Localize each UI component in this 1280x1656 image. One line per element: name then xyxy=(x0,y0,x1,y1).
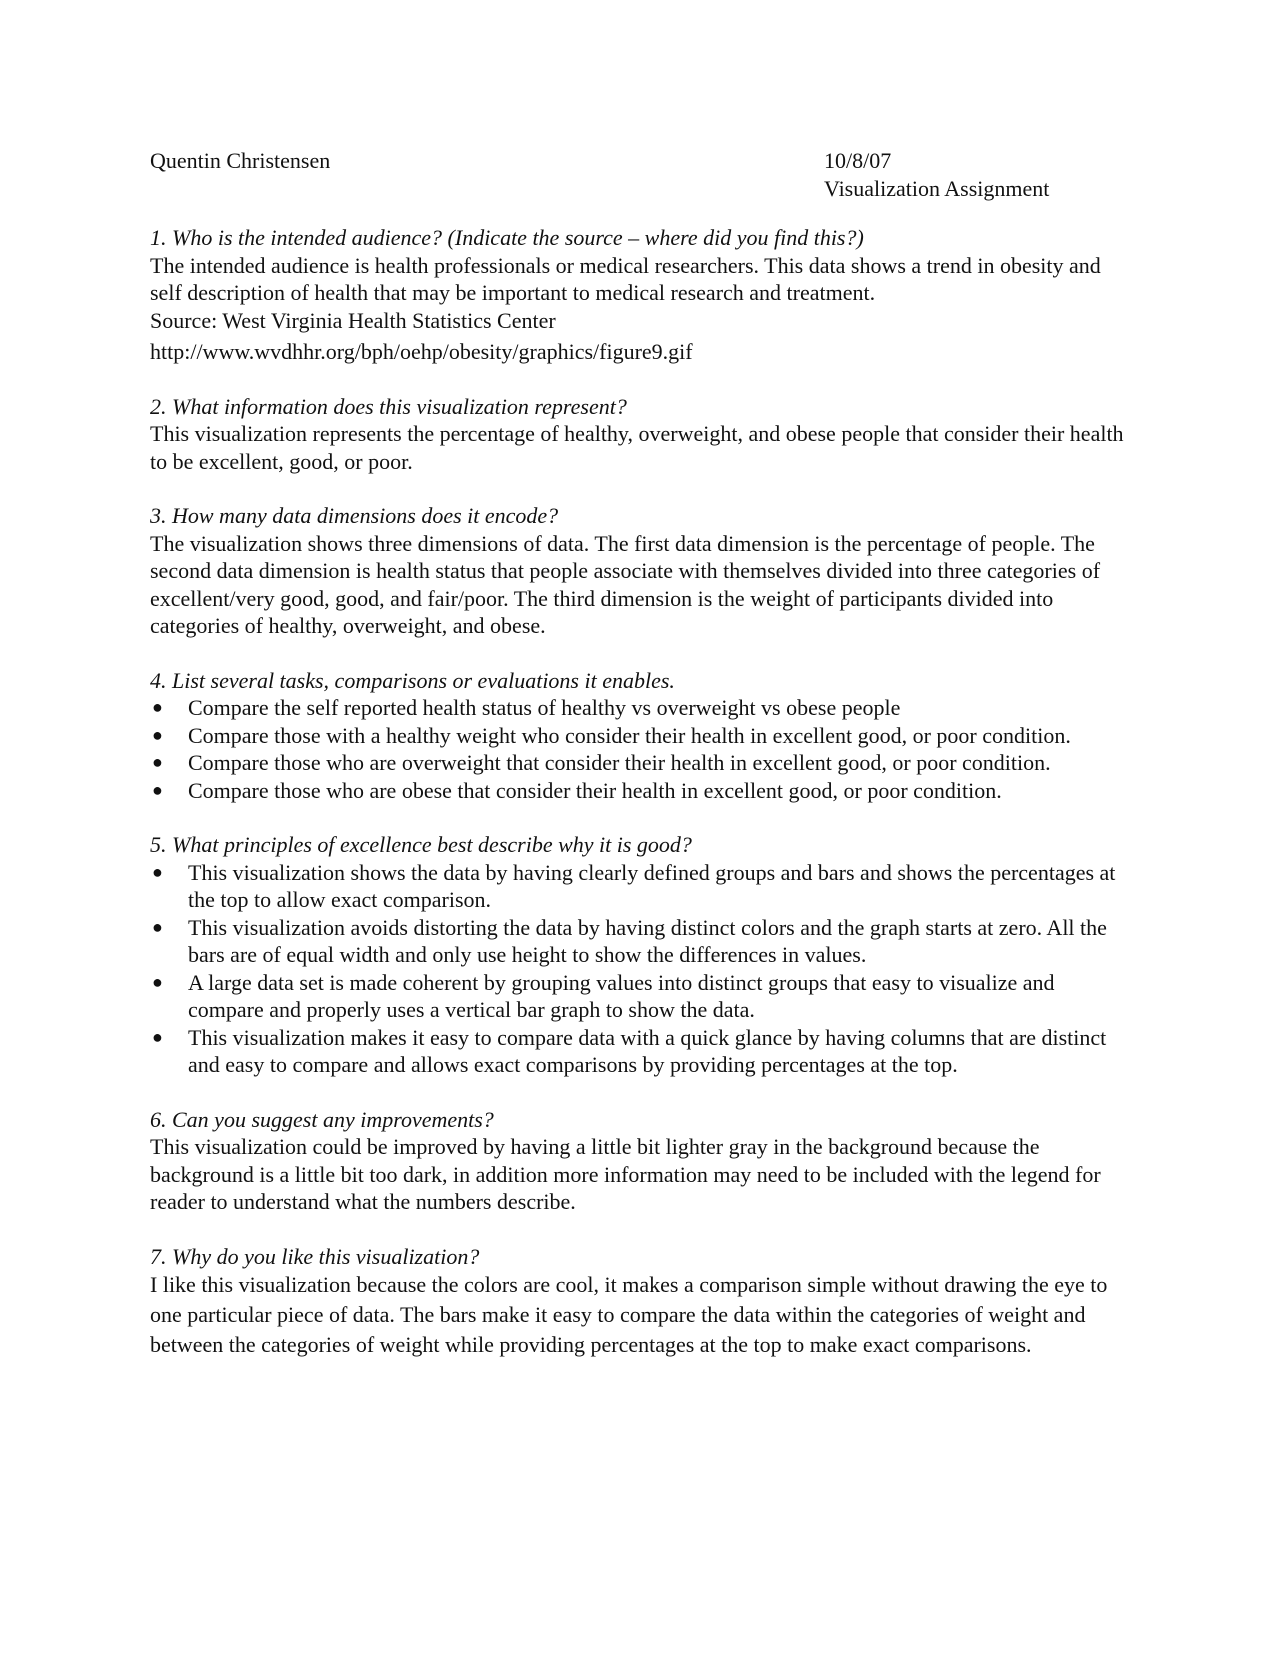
list-item xyxy=(150,722,1130,750)
question-3: 3. How many data dimensions does it encode? xyxy=(150,503,559,528)
bullet-icon: ● xyxy=(152,779,163,800)
bullet-icon: ● xyxy=(152,752,163,772)
source-url: http://www.wvdhhr.org/bph/oehp/obesity/graphics/figure9.gif xyxy=(150,339,693,364)
list-item xyxy=(150,749,1130,777)
question-1: 1. Who is the intended audience? (Indicate the source – where did you find this?) xyxy=(150,225,864,250)
list-item-text: This visualization shows the data by having clearly defined groups and bars and shows the percentages at the top to allow exact comparison. xyxy=(188,859,1116,912)
list-item xyxy=(150,694,1130,722)
list-item-text: This visualization makes it easy to compare data with a quick glance by having columns that are distinct and easy to compare and allows exact comparisons by providing percentages at the top. xyxy=(188,1024,1107,1077)
answer-2-paragraph: This visualization represents the percentage of healthy, overweight, and obese people that consider their health to be excellent, good, or poor. xyxy=(150,421,1124,474)
section-4 xyxy=(150,667,1130,805)
bullet-icon: ● xyxy=(152,724,163,745)
task-list xyxy=(150,694,1130,804)
section-5 xyxy=(150,831,1130,1079)
list-item-text: A large data set is made coherent by grouping values into distinct groups that easy to visualize and compare and properly uses a vertical bar graph to show the data. xyxy=(188,969,1055,1022)
bullet-icon: ● xyxy=(152,861,163,882)
source-line: Source: West Virginia Health Statistics Center xyxy=(150,307,556,333)
question-6: 6. Can you suggest any improvements? xyxy=(150,1106,494,1132)
bullet-icon: ● xyxy=(152,697,163,717)
bullet-icon: ● xyxy=(152,916,163,937)
list-item-text: This visualization avoids distorting the data by having distinct colors and the graph starts at zero. All the bars are of equal width and only use height to show the differences in values. xyxy=(188,914,1107,967)
list-item-text: Compare the self reported health status of healthy vs overweight vs obese people xyxy=(188,695,901,720)
list-item-text: Compare those who are obese that consider their health in excellent good, or poor condition. xyxy=(188,777,1002,803)
header-right-block xyxy=(824,147,1049,202)
document-header xyxy=(150,147,1130,202)
section-6 xyxy=(150,1106,1130,1216)
document-date: 10/8/07 xyxy=(824,148,892,173)
principles-list xyxy=(150,859,1130,1079)
answer-7-paragraph: I like this visualization because the colors are cool, it makes a comparison simple without drawing the eye to one particular piece of data. The bars make it easy to compare the data within the categories of weight and between the categories of weight while providing percentages at the top to make exact comparisons. xyxy=(150,1272,1108,1357)
author-name: Quentin Christensen xyxy=(150,148,331,173)
assignment-title: Visualization Assignment xyxy=(824,175,1050,201)
answer-6-paragraph: This visualization could be improved by having a little bit lighter gray in the background because the background is a little bit too dark, in addition more information may need to be included with the legend for reader to understand what the numbers describe. xyxy=(150,1134,1101,1214)
question-7: 7. Why do you like this visualization? xyxy=(150,1243,480,1269)
list-item-text: Compare those with a healthy weight who consider their health in excellent good, or poor condition. xyxy=(188,722,1071,748)
section-3 xyxy=(150,502,1130,640)
answer-1-paragraph: The intended audience is health professionals or medical researchers. This data shows a trend in obesity and self description of health that may be important to medical research and treatment. xyxy=(150,252,1101,305)
answer-3-paragraph: The visualization shows three dimensions of data. The first data dimension is the percentage of people. The second data dimension is health status that people associate with themselves divided into three categories of excellent/very good, good, and fair/poor. The third dimension is the weight of participants divided into categories of healthy, overweight, and obese. xyxy=(150,530,1101,638)
question-5: 5. What principles of excellence best describe why it is good? xyxy=(150,832,692,857)
question-4: 4. List several tasks, comparisons or evaluations it enables. xyxy=(150,667,675,693)
list-item-text: Compare those who are overweight that consider their health in excellent good, or poor condition. xyxy=(188,750,1051,775)
document-page xyxy=(150,147,1130,1387)
bullet-icon: ● xyxy=(152,1026,163,1047)
section-2 xyxy=(150,393,1130,476)
list-item xyxy=(150,914,1130,969)
question-2: 2. What information does this visualization represent? xyxy=(150,393,627,419)
section-1 xyxy=(150,224,1130,366)
section-7 xyxy=(150,1243,1130,1361)
list-item xyxy=(150,859,1130,914)
list-item xyxy=(150,777,1130,805)
list-item xyxy=(150,969,1130,1024)
list-item xyxy=(150,1024,1130,1079)
bullet-icon: ● xyxy=(152,971,163,992)
